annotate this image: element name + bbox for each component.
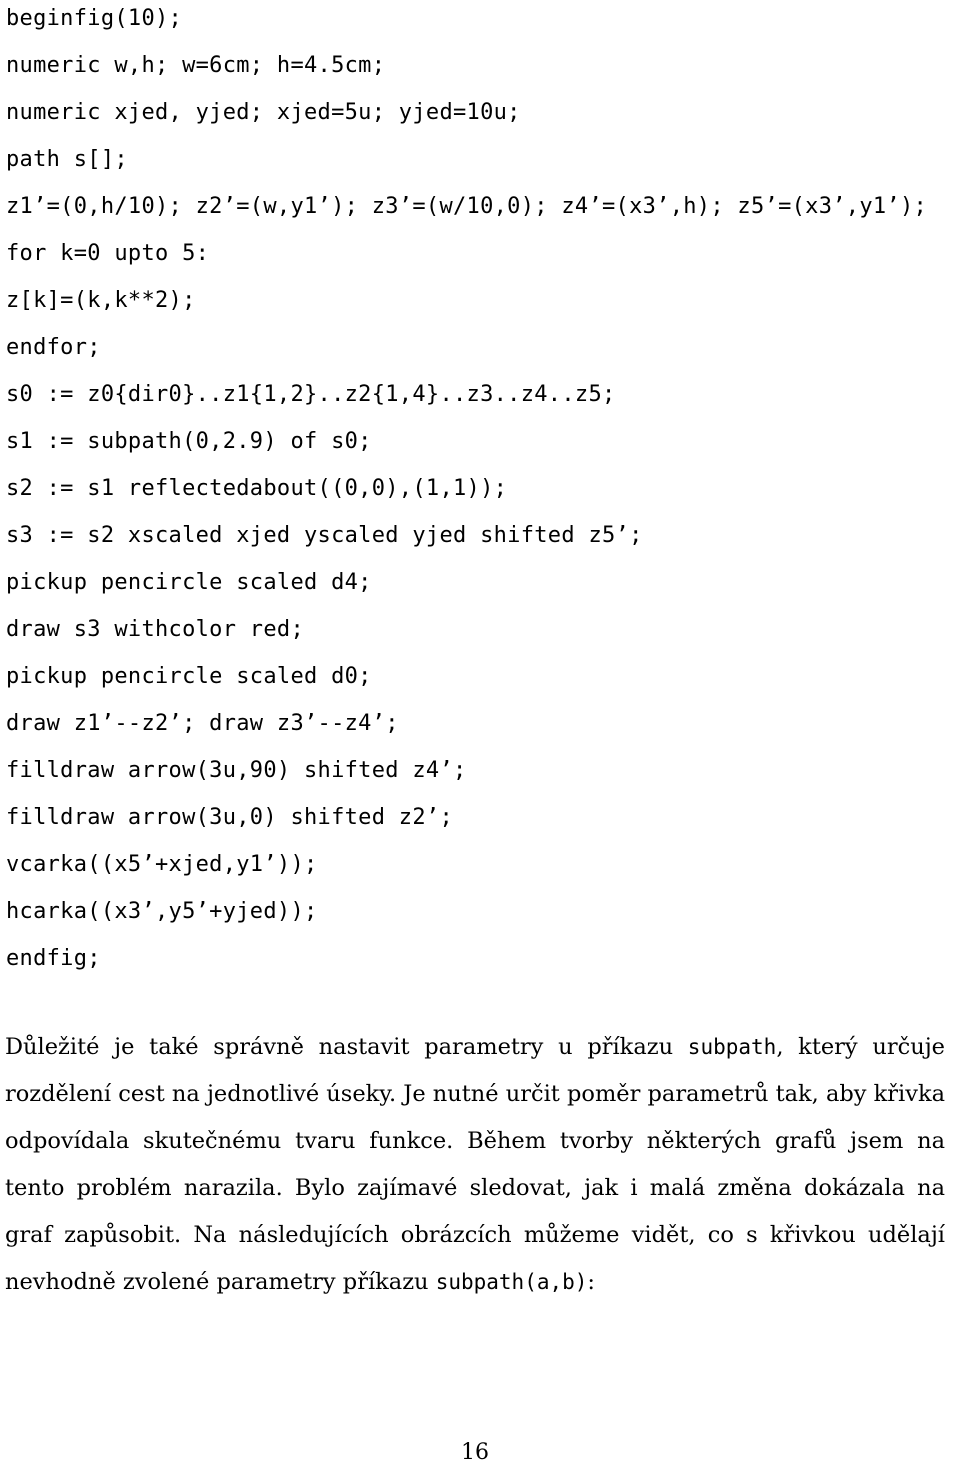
paragraph-line: odpovídala skutečnému tvaru funkce. Během tvorby některých grafů jsem na [5,1128,945,1154]
paragraph-line: rozdělení cest na jednotlivé úseky. Je nutné určit poměr parametrů tak, aby křivka [5,1081,946,1107]
code-line: for k=0 upto 5: [6,241,210,266]
code-line: draw z1’--z2’; draw z3’--z4’; [6,711,399,736]
paragraph-line: tento problém narazila. Bylo zajímavé sledovat, jak i malá změna dokázala na [5,1175,945,1201]
code-line: z1’=(0,h/10); z2’=(w,y1’); z3’=(w/10,0); z4’=(x3’,h); z5’=(x3’,y1’); [6,194,928,219]
paragraph-text: , který určuje [776,1034,945,1060]
code-line: s1 := subpath(0,2.9) of s0; [6,429,372,454]
code-listing [6,0,956,987]
code-line: vcarka((x5’+xjed,y1’)); [6,852,318,877]
code-line: endfig; [6,946,101,971]
body-paragraph [5,1025,945,1307]
inline-code: subpath [687,1035,777,1059]
code-line: beginfig(10); [6,6,183,31]
code-line: filldraw arrow(3u,90) shifted z4’; [6,758,467,783]
inline-code: subpath(a,b) [435,1270,588,1294]
code-line: s3 := s2 xscaled xjed yscaled yjed shifted z5’; [6,523,643,548]
code-line: numeric xjed, yjed; xjed=5u; yjed=10u; [6,100,521,125]
code-line: pickup pencircle scaled d0; [6,664,372,689]
code-line: hcarka((x3’,y5’+yjed)); [6,899,318,924]
code-line: endfor; [6,335,101,360]
paragraph-line [5,1260,945,1307]
code-line: s0 := z0{dir0}..z1{1,2}..z2{1,4}..z3..z4..z5; [6,382,616,407]
code-line: pickup pencircle scaled d4; [6,570,372,595]
code-line: s2 := s1 reflectedabout((0,0),(1,1)); [6,476,508,501]
page-number: 16 [461,1440,489,1465]
paragraph-text: : [587,1269,596,1295]
code-line: draw s3 withcolor red; [6,617,304,642]
code-line: numeric w,h; w=6cm; h=4.5cm; [6,53,386,78]
paragraph-line [5,1025,945,1072]
code-line: filldraw arrow(3u,0) shifted z2’; [6,805,453,830]
paragraph-text: Důležité je také správně nastavit parametry u příkazu [5,1034,688,1060]
code-line: path s[]; [6,147,128,172]
paragraph-text: nevhodně zvolené parametry příkazu [5,1269,436,1295]
paragraph-line: graf zapůsobit. Na následujících obrázcích můžeme vidět, co s křivkou udělají [5,1222,945,1248]
code-line: z[k]=(k,k**2); [6,288,196,313]
